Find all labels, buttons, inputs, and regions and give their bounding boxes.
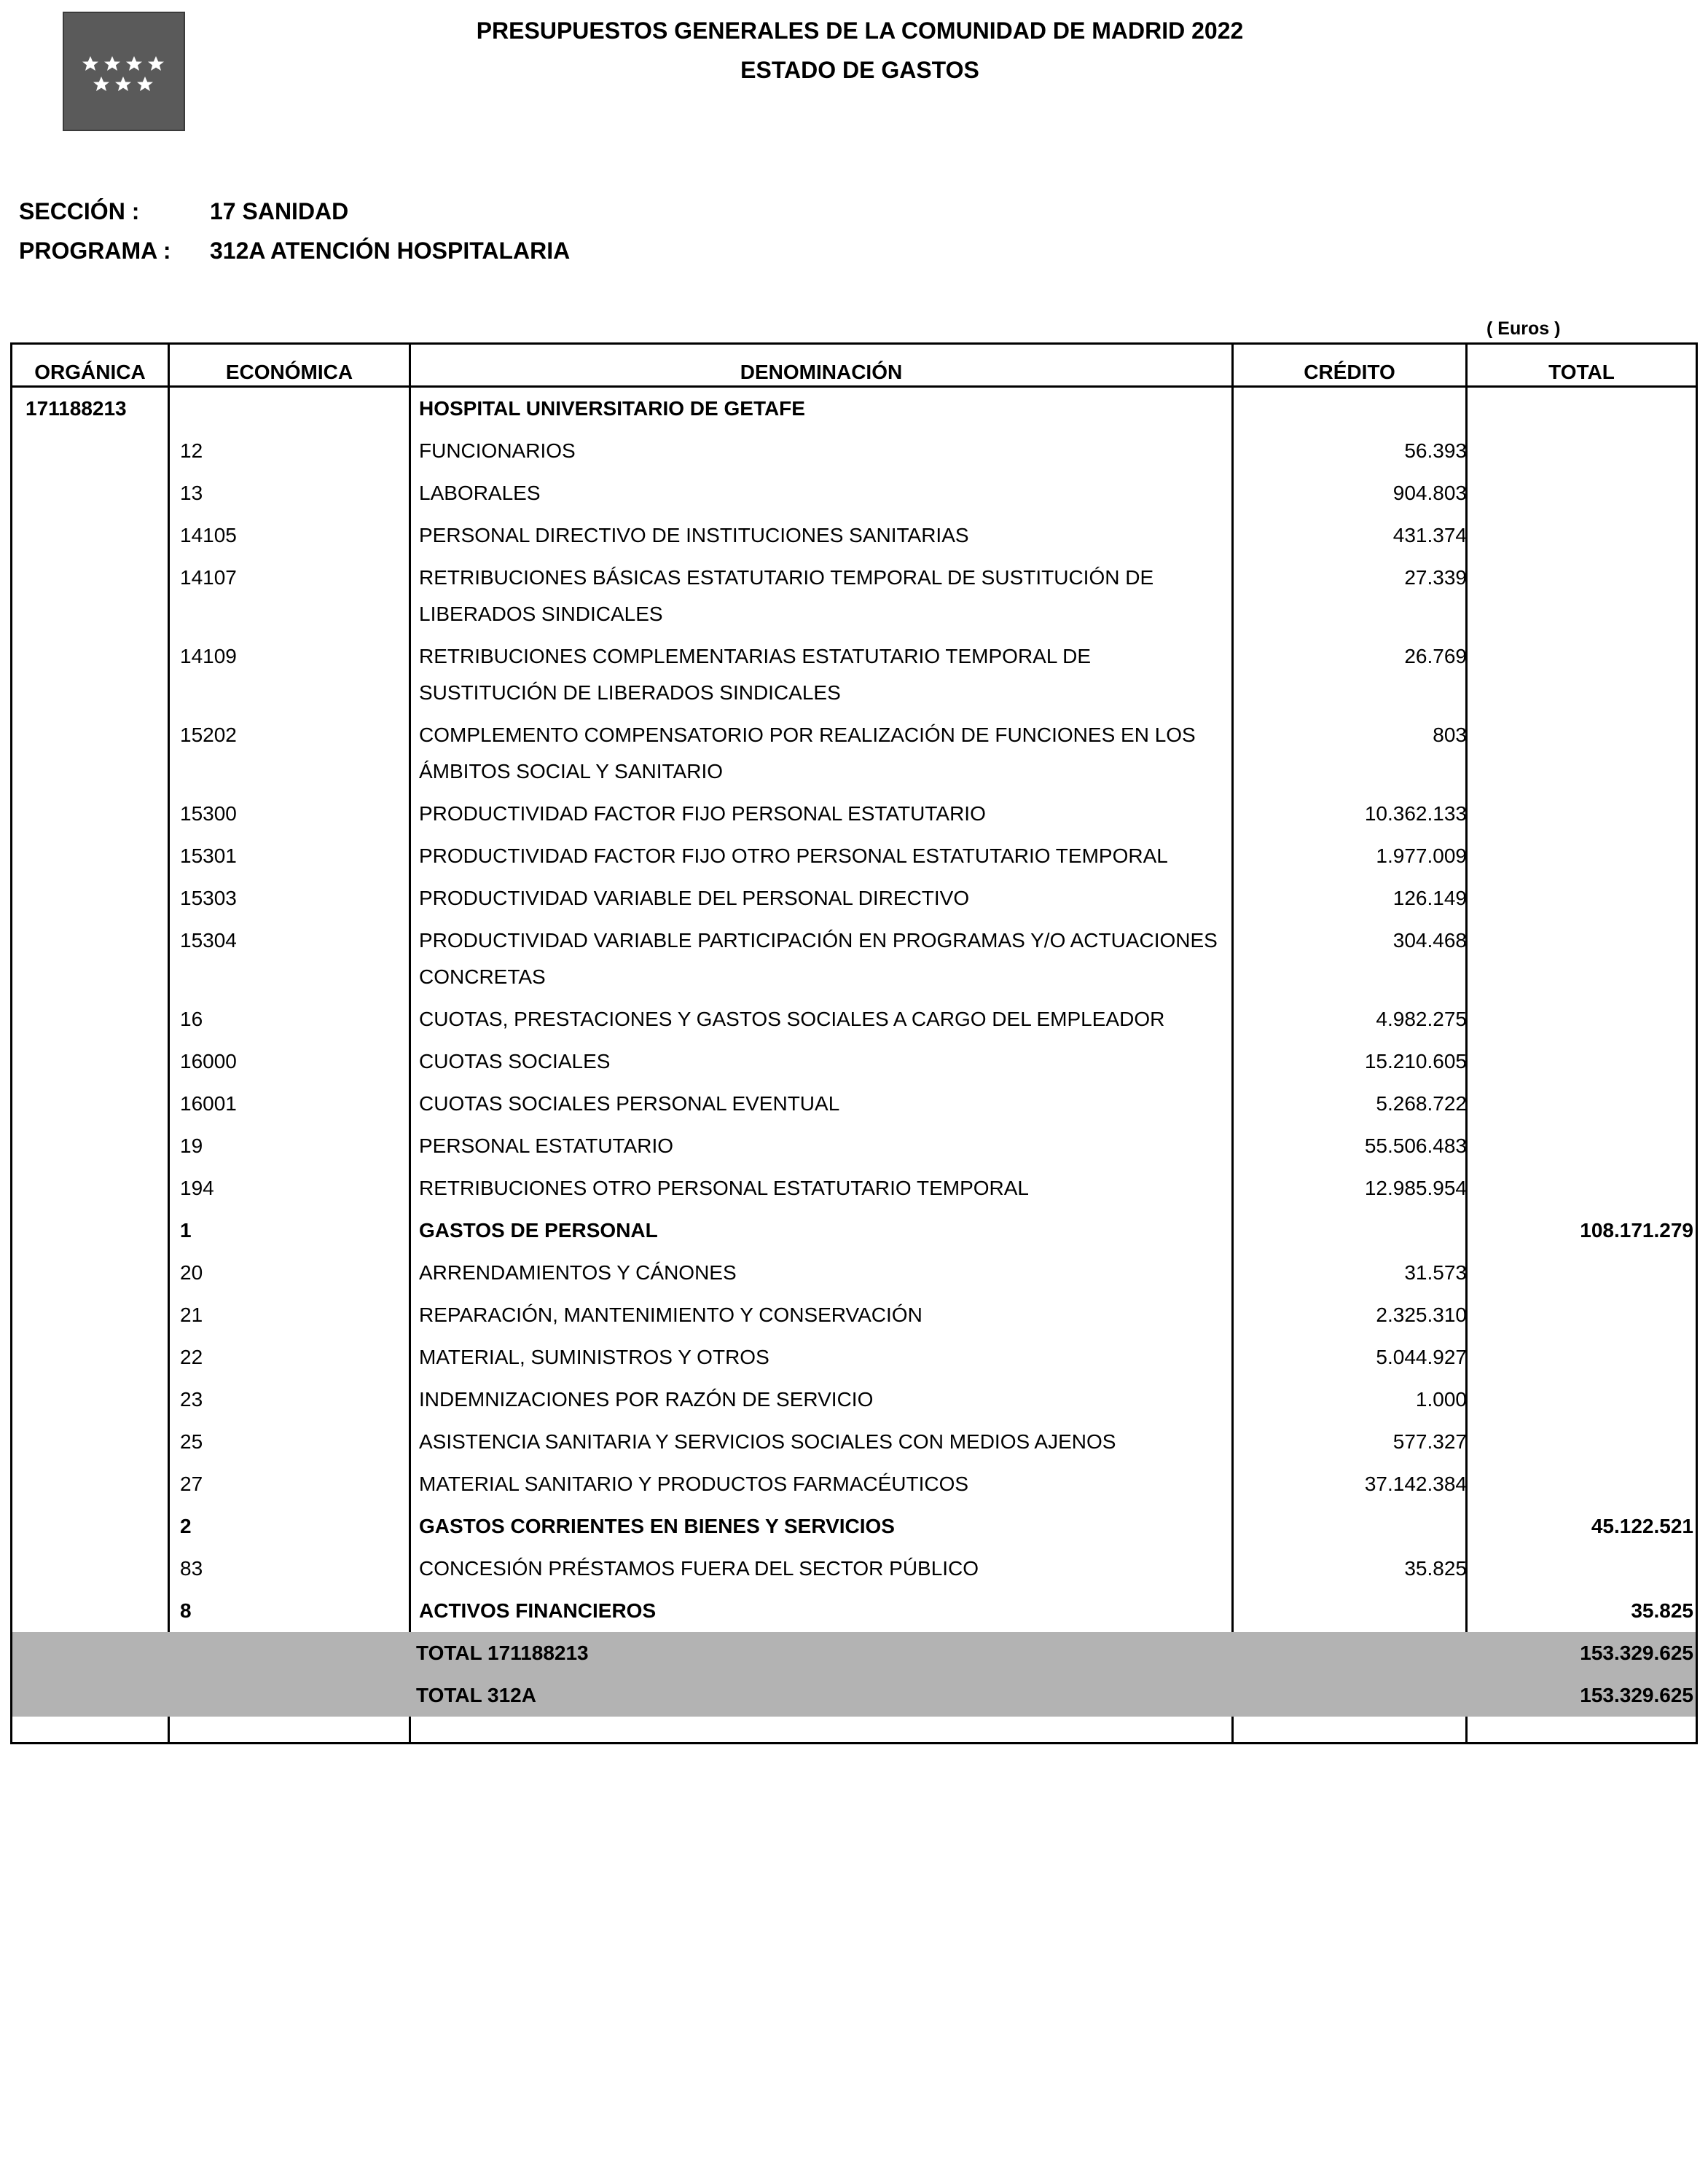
cell-credito: 37.142.384 [1364, 1473, 1467, 1495]
table-row [12, 1421, 1696, 1463]
column-header-credito: CRÉDITO [1304, 361, 1395, 383]
cell-denominacion: REPARACIÓN, MANTENIMIENTO Y CONSERVACIÓN [419, 1303, 922, 1326]
cell-credito: 304.468 [1392, 929, 1467, 952]
cell-credito: 15.210.605 [1364, 1050, 1467, 1073]
cell-denominacion: PRODUCTIVIDAD VARIABLE DEL PERSONAL DIRECTIVO [419, 887, 970, 909]
cell-economica: 14107 [180, 566, 237, 589]
cell-credito: 803 [1433, 724, 1467, 746]
table-row [12, 1167, 1696, 1209]
cell-denominacion: FUNCIONARIOS [419, 439, 576, 462]
cell-economica: 15303 [180, 887, 237, 909]
table-row [12, 1505, 1696, 1548]
cell-denominacion: GASTOS DE PERSONAL [419, 1219, 658, 1242]
cell-total: 153.329.625 [1580, 1684, 1693, 1706]
cell-credito: 431.374 [1392, 524, 1467, 546]
cell-economica: 16001 [180, 1092, 237, 1115]
cell-economica: 22 [180, 1346, 203, 1368]
cell-economica: 15202 [180, 724, 237, 746]
cell-denominacion: PRODUCTIVIDAD FACTOR FIJO PERSONAL ESTATUTARIO [419, 802, 986, 825]
table-row [12, 920, 1696, 998]
table-row [12, 877, 1696, 920]
column-header-denominacion: DENOMINACIÓN [740, 361, 903, 383]
cell-economica: 14109 [180, 645, 237, 667]
total-row [12, 1632, 1696, 1674]
cell-credito: 126.149 [1392, 887, 1467, 909]
cell-economica: 14105 [180, 524, 237, 546]
programa-label: PROGRAMA : [19, 238, 171, 264]
cell-economica: 23 [180, 1388, 203, 1411]
column-header-organica: ORGÁNICA [34, 361, 146, 383]
cell-economica: 15300 [180, 802, 237, 825]
cell-credito: 5.044.927 [1376, 1346, 1467, 1368]
seccion-label: SECCIÓN : [19, 198, 140, 224]
table-row [12, 557, 1696, 635]
cell-denominacion: RETRIBUCIONES OTRO PERSONAL ESTATUTARIO TEMPORAL [419, 1177, 1030, 1199]
table-row [12, 1294, 1696, 1336]
cell-denominacion: MATERIAL SANITARIO Y PRODUCTOS FARMACÉUTICOS [419, 1473, 969, 1495]
cell-credito: 5.268.722 [1376, 1092, 1467, 1115]
document-subtitle: ESTADO DE GASTOS [740, 57, 979, 83]
cell-denominacion: RETRIBUCIONES BÁSICAS ESTATUTARIO TEMPORAL DE SUSTITUCIÓN DE LIBERADOS SINDICALES [419, 566, 1154, 625]
cell-economica: 20 [180, 1261, 203, 1284]
cell-credito: 10.362.133 [1364, 802, 1467, 825]
table-row [12, 1590, 1696, 1632]
cell-credito: 904.803 [1392, 482, 1467, 504]
cell-denominacion: ACTIVOS FINANCIEROS [419, 1599, 657, 1622]
table-row [12, 472, 1696, 514]
cell-denominacion: PRODUCTIVIDAD FACTOR FIJO OTRO PERSONAL ESTATUTARIO TEMPORAL [419, 844, 1168, 867]
cell-economica: 83 [180, 1557, 203, 1580]
cell-denominacion: COMPLEMENTO COMPENSATORIO POR REALIZACIÓN DE FUNCIONES EN LOS ÁMBITOS SOCIAL Y SANITARIO [419, 724, 1196, 783]
cell-economica: 1 [180, 1219, 192, 1242]
stars-icon [64, 13, 184, 130]
seccion-value: 17 SANIDAD [210, 198, 349, 224]
column-header-economica: ECONÓMICA [225, 361, 353, 383]
cell-denominacion: CUOTAS SOCIALES PERSONAL EVENTUAL [419, 1092, 840, 1115]
table-row [12, 1209, 1696, 1252]
cell-denominacion: PERSONAL DIRECTIVO DE INSTITUCIONES SANITARIAS [419, 524, 969, 546]
currency-note: ( Euros ) [1486, 318, 1561, 339]
document-title: PRESUPUESTOS GENERALES DE LA COMUNIDAD DE MADRID 2022 [476, 17, 1244, 44]
table-row [12, 1463, 1696, 1505]
cell-denominacion: INDEMNIZACIONES POR RAZÓN DE SERVICIO [419, 1388, 874, 1411]
cell-denominacion: GASTOS CORRIENTES EN BIENES Y SERVICIOS [419, 1515, 895, 1537]
cell-credito: 26.769 [1404, 645, 1467, 667]
cell-economica: 25 [180, 1430, 203, 1453]
cell-credito: 55.506.483 [1364, 1134, 1467, 1157]
cell-credito: 1.977.009 [1376, 844, 1467, 867]
cell-credito: 31.573 [1404, 1261, 1467, 1284]
table-row [12, 1336, 1696, 1379]
cell-economica: 15304 [180, 929, 237, 952]
table-row [12, 388, 1696, 430]
cell-total: 45.122.521 [1591, 1515, 1693, 1537]
cell-credito: 577.327 [1392, 1430, 1467, 1453]
total-row [12, 1674, 1696, 1717]
cell-economica: 19 [180, 1134, 203, 1157]
cell-denominacion: CUOTAS SOCIALES [419, 1050, 611, 1073]
table-row [12, 1040, 1696, 1083]
table-row [12, 1083, 1696, 1125]
cell-economica: 8 [180, 1599, 192, 1622]
cell-denominacion: ASISTENCIA SANITARIA Y SERVICIOS SOCIALES CON MEDIOS AJENOS [419, 1430, 1116, 1453]
cell-economica: 16 [180, 1008, 203, 1030]
cell-credito: 56.393 [1404, 439, 1467, 462]
cell-denominacion: CONCESIÓN PRÉSTAMOS FUERA DEL SECTOR PÚBLICO [419, 1557, 979, 1580]
cell-economica: 12 [180, 439, 203, 462]
cell-economica: 21 [180, 1303, 203, 1326]
table-row [12, 1548, 1696, 1590]
cell-credito: 1.000 [1415, 1388, 1467, 1411]
cell-credito: 4.982.275 [1376, 1008, 1467, 1030]
table-row [12, 714, 1696, 793]
cell-total: 35.825 [1631, 1599, 1693, 1622]
table-row [12, 1125, 1696, 1167]
cell-economica: 13 [180, 482, 203, 504]
cell-denominacion: PERSONAL ESTATUTARIO [419, 1134, 674, 1157]
cell-denominacion: PRODUCTIVIDAD VARIABLE PARTICIPACIÓN EN PROGRAMAS Y/O ACTUACIONES CONCRETAS [419, 929, 1218, 988]
table-row [12, 514, 1696, 557]
table-row [12, 835, 1696, 877]
comunidad-madrid-logo [63, 12, 185, 131]
table-row [12, 793, 1696, 835]
cell-denominacion: MATERIAL, SUMINISTROS Y OTROS [419, 1346, 769, 1368]
budget-table [10, 342, 1698, 1744]
programa-value: 312A ATENCIÓN HOSPITALARIA [210, 238, 571, 264]
cell-credito: 12.985.954 [1364, 1177, 1467, 1199]
cell-denominacion: HOSPITAL UNIVERSITARIO DE GETAFE [419, 397, 805, 420]
cell-credito: 35.825 [1404, 1557, 1467, 1580]
table-row [12, 1379, 1696, 1421]
cell-total: 108.171.279 [1580, 1219, 1693, 1242]
cell-economica: 2 [180, 1515, 192, 1537]
cell-denominacion: TOTAL 171188213 [416, 1642, 589, 1664]
table-row [12, 635, 1696, 714]
cell-denominacion: TOTAL 312A [416, 1684, 536, 1706]
cell-denominacion: RETRIBUCIONES COMPLEMENTARIAS ESTATUTARIO TEMPORAL DE SUSTITUCIÓN DE LIBERADOS SINDICALES [419, 645, 1092, 704]
cell-economica: 27 [180, 1473, 203, 1495]
cell-organica: 171188213 [26, 397, 127, 420]
cell-total: 153.329.625 [1580, 1642, 1693, 1664]
table-row [12, 430, 1696, 472]
cell-credito: 27.339 [1404, 566, 1467, 589]
table-row [12, 1252, 1696, 1294]
cell-economica: 194 [180, 1177, 214, 1199]
cell-credito: 2.325.310 [1376, 1303, 1467, 1326]
table-row [12, 998, 1696, 1040]
cell-denominacion: CUOTAS, PRESTACIONES Y GASTOS SOCIALES A CARGO DEL EMPLEADOR [419, 1008, 1165, 1030]
cell-denominacion: ARRENDAMIENTOS Y CÁNONES [419, 1261, 737, 1284]
cell-denominacion: LABORALES [419, 482, 541, 504]
cell-economica: 16000 [180, 1050, 237, 1073]
column-header-total: TOTAL [1548, 361, 1615, 383]
cell-economica: 15301 [180, 844, 237, 867]
